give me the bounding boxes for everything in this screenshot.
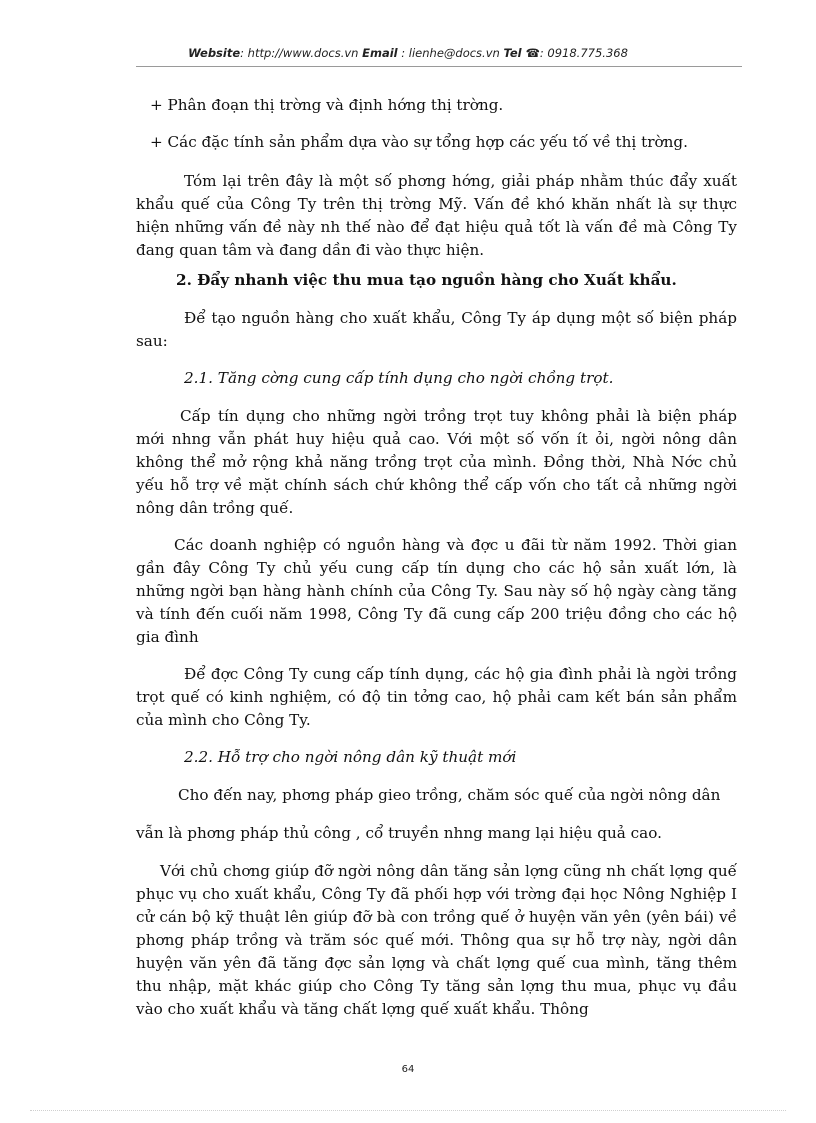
email-value: : lienhe@docs.vn xyxy=(397,46,504,60)
subheading-2-2: 2.2. Hỗ trợ cho ngời nông dân kỹ thuật mới xyxy=(184,748,517,766)
bullet-market-segmentation: + Phân đoạn thị trờng và định hớng thị trờng. xyxy=(150,96,504,114)
paragraph-methods: Cho đến nay, phơng pháp gieo trồng, chăm sóc quế của ngời nông dân xyxy=(178,786,721,804)
website-value: : http://www.docs.vn xyxy=(240,46,363,60)
bottom-divider xyxy=(30,1110,786,1111)
subheading-2-1: 2.1. Tăng cờng cung cấp tính dụng cho ngời chồng trọt. xyxy=(184,369,614,387)
section-heading-2: 2. Đẩy nhanh việc thu mua tạo nguồn hàng cho Xuất khẩu. xyxy=(176,271,677,289)
phone-icon: ☎ xyxy=(525,46,540,60)
paragraph-methods-cont: vẫn là phơng pháp thủ công , cổ truyền nhng mang lại hiệu quả cao. xyxy=(136,824,662,842)
tel-label: Tel xyxy=(503,46,526,60)
email-label: Email xyxy=(362,46,398,60)
page-number: 64 xyxy=(401,1064,415,1075)
page-header xyxy=(0,46,816,60)
paragraph-credit-conditions: Để đợc Công Ty cung cấp tính dụng, các hộ gia đình phải là ngời trồng trọt quế có kinh nghiệm, có độ tin tởng cao, hộ phải cam kết bán sản phẩm của mình cho Công Ty. xyxy=(136,665,737,729)
website-label: Website xyxy=(188,46,241,60)
paragraph-enterprises: Các doanh nghiệp có nguồn hàng và đợc u đãi từ năm 1992. Thời gian gần đây Công Ty chủ yếu cung cấp tín dụng cho các hộ sản xuất lớn, là những ngời bạn hàng hành chính của Công Ty. Sau này số hộ ngày càng tăng và tính đến cuối năm 1998, Công Ty đã cung cấp 200 triệu đồng cho các hộ gia đình xyxy=(136,536,737,646)
header-rule xyxy=(136,66,742,67)
paragraph-credit: Cấp tín dụng cho những ngời trồng trọt tuy không phải là biện pháp mới nhng vẫn phát huy hiệu quả cao. Với một số vốn ít ỏi, ngời nông dân không thể mở rộng khả năng trồng trọt của mình. Đồng thời, Nhà Nớc chủ yếu hỗ trợ về mặt chính sách chứ không thể cấp vốn cho tất cả những ngời nông dân trồng quế. xyxy=(136,407,737,517)
bullet-product-features: + Các đặc tính sản phẩm dựa vào sự tổng hợp các yếu tố về thị trờng. xyxy=(150,133,688,151)
paragraph-summary: Tóm lại trên đây là một số phơng hớng, giải pháp nhằm thúc đẩy xuất khẩu quế của Công Ty trên thị trờng Mỹ. Vấn đề khó khăn nhất là sự thực hiện những vấn đề này nh thế nào để đạt hiệu quả tốt là vấn đề mà Công Ty đang quan tâm và đang dần đi vào thực hiện. xyxy=(136,172,737,259)
tel-value: : 0918.775.368 xyxy=(539,46,628,60)
page-body xyxy=(136,94,737,1021)
paragraph-sourcing-intro: Để tạo nguồn hàng cho xuất khẩu, Công Ty áp dụng một số biện pháp sau: xyxy=(136,309,737,350)
paragraph-university-support: Với chủ chơng giúp đỡ ngời nông dân tăng sản lợng cũng nh chất lợng quế phục vụ cho xuất khẩu, Công Ty đã phối hợp với trờng đại học Nông Nghiệp I cử cán bộ kỹ thuật lên giúp đỡ bà con trồng quế ở huyện văn yên (yên bái) về phơng pháp trồng và trăm sóc quế mới. Thông qua sự hỗ trợ này, ngời dân huyện văn yên đã tăng đợc sản lợng và chất lợng quế cua mình, tăng thêm thu nhập, mặt khác giúp cho Công Ty tăng sản lợng thu mua, phục vụ đầu vào cho xuất khẩu và tăng chất lợng quế xuất khẩu. Thông xyxy=(136,862,737,1018)
